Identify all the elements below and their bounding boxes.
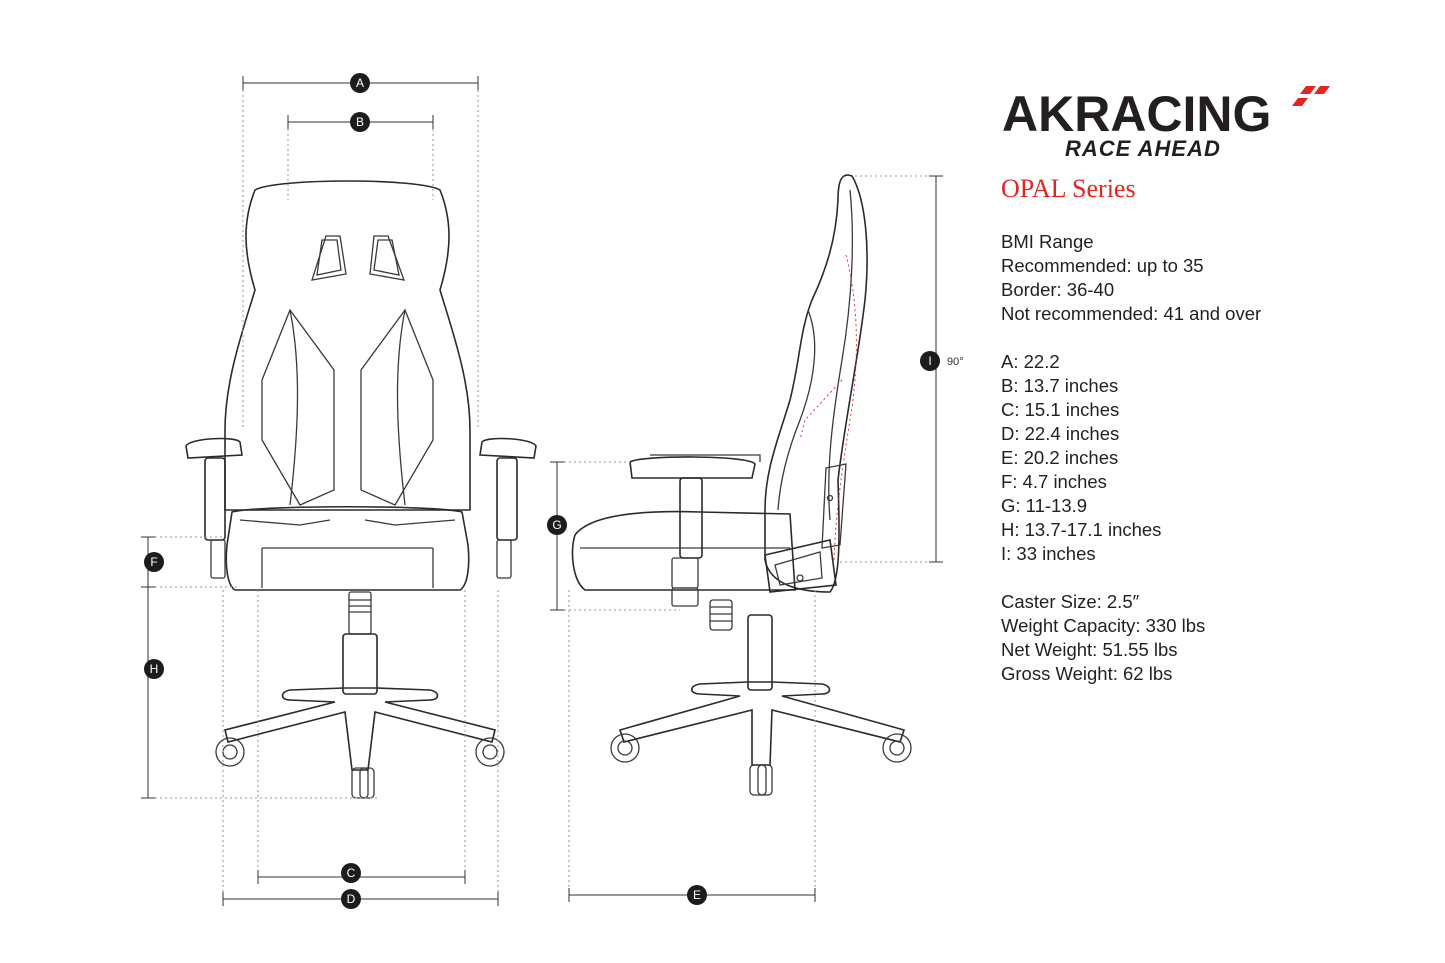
dimension-line: C: 15.1 inches [1001,399,1120,420]
svg-text:D: D [346,892,356,906]
dimension-line: G: 11-13.9 [1001,495,1088,516]
svg-text:F: F [150,555,158,569]
spec-line: Gross Weight: 62 lbs [1001,663,1173,684]
brand-flag-icon [1292,84,1332,110]
spec-list [1001,230,1261,710]
marker-f [144,552,164,572]
brand-name: AKRACING [1002,86,1272,142]
brand-tagline: RACE AHEAD [1065,136,1221,161]
other-specs-group [1001,590,1261,686]
bmi-heading: BMI Range [1001,231,1094,252]
dimension-line: B: 13.7 inches [1001,375,1119,396]
spec-line: Net Weight: 51.55 lbs [1001,639,1178,660]
marker-e [687,885,707,905]
dimension-line: A: 22.2 [1001,351,1060,372]
svg-text:B: B [355,115,365,129]
spec-line: Caster Size: 2.5″ [1001,591,1140,612]
bmi-line: Recommended: up to 35 [1001,255,1204,276]
marker-a [350,73,370,93]
brand-logo [1000,84,1330,164]
dimension-line: H: 13.7-17.1 inches [1001,519,1162,540]
marker-h [144,659,164,679]
side-view-chair [572,175,911,795]
front-view-chair [186,181,536,798]
svg-text:I: I [928,354,932,368]
svg-text:E: E [692,888,702,902]
bmi-line: Not recommended: 41 and over [1001,303,1262,324]
dimension-line: F: 4.7 inches [1001,471,1107,492]
svg-text:A: A [355,76,365,90]
marker-i [920,351,940,371]
marker-g [547,515,567,535]
svg-text:C: C [346,866,356,880]
spec-line: Weight Capacity: 330 lbs [1001,615,1206,636]
dimension-group [1001,350,1261,566]
svg-text:H: H [149,662,159,676]
marker-b [350,112,370,132]
series-title: OPAL Series [1001,174,1136,203]
side-dimensions [550,176,964,902]
marker-c [341,863,361,883]
dimension-line: D: 22.4 inches [1001,423,1120,444]
recline-angle-label: 90° [947,356,964,368]
bmi-line: Border: 36-40 [1001,279,1115,300]
marker-d [341,889,361,909]
svg-text:G: G [552,518,562,532]
dimension-line: E: 20.2 inches [1001,447,1119,468]
bmi-group [1001,230,1261,326]
dimension-line: I: 33 inches [1001,543,1096,564]
